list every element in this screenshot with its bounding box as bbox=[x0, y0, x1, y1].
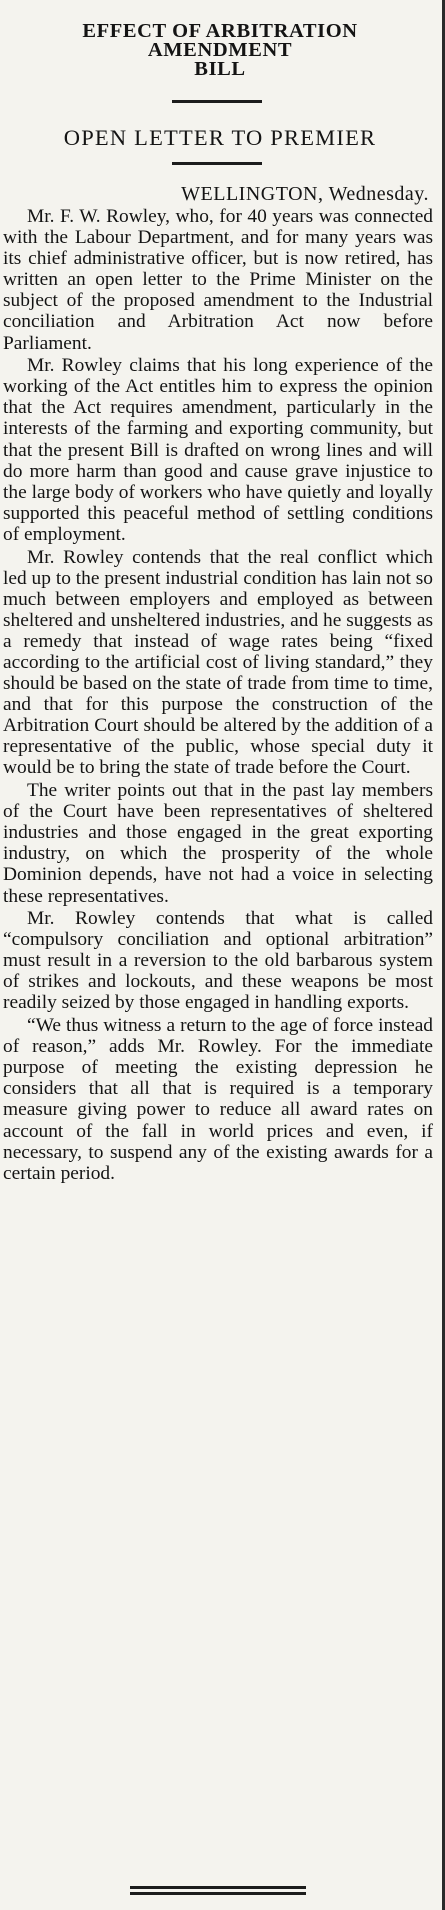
paragraph-3: Mr. Rowley contends that the real conflict which led up to the present industrial condition has lain not so much between employers and employed as between sheltered and unsheltered industries, and he suggests as a remedy that instead of wage rates being “fixed according to the artificial cost of living standard,” they should be based on the state of trade from time to time, and that for this purpose the construction of the Arbitration Court should be altered by the addition of a representative of the public, whose special duty it would be to bring the state of trade before the Court. bbox=[3, 546, 433, 779]
article-body bbox=[3, 182, 433, 1185]
end-rule-top bbox=[130, 1886, 306, 1889]
subheadline-rule bbox=[172, 162, 262, 165]
paragraph-4: The writer points out that in the past lay members of the Court have been representatives of sheltered industries and those engaged in the great exporting industry, on which the prosperity of the whole Dominion depends, have not had a voice in selecting these representatives. bbox=[3, 780, 433, 907]
headline: EFFECT OF ARBITRATION AMENDMENT BILL bbox=[82, 20, 358, 80]
end-rule-bottom bbox=[130, 1892, 306, 1895]
dateline: WELLINGTON, Wednesday. bbox=[181, 183, 429, 205]
paragraph-2: Mr. Rowley claims that his long experience of the working of the Act entitles him to express the opinion that the Act requires amendment, particularly in the interests of the farming and exporting community, but that the present Bill is drafted on wrong lines and will do more harm than good and cause grave injustice to the large body of workers who have quietly and loyally supported this peaceful method of settling conditions of employment. bbox=[3, 355, 433, 545]
paragraph-5: Mr. Rowley contends that what is called “compulsory conciliation and optional arbitration” must result in a reversion to the old barbarous system of strikes and lockouts, and these weapons be most readily seized by those engaged in handling exports. bbox=[3, 908, 433, 1014]
subheadline: OPEN LETTER TO PREMIER bbox=[63, 125, 377, 150]
paragraph-6: “We thus witness a return to the age of force instead of reason,” adds Mr. Rowley. For the immediate purpose of meeting the existing depression he considers that all that is required is a temporary measure giving power to reduce all award rates on account of the fall in world prices and even, if necessary, to suspend any of the existing awards for a certain period. bbox=[3, 1015, 433, 1184]
headline-rule bbox=[172, 100, 262, 103]
paragraph-1: Mr. F. W. Rowley, who, for 40 years was connected with the Labour Department, and for many years was its chief administrative officer, but is now retired, has written an open letter to the Prime Minister on the subject of the proposed amendment to the Industrial conciliation and Arbitration Act now before Parliament. bbox=[3, 206, 433, 354]
